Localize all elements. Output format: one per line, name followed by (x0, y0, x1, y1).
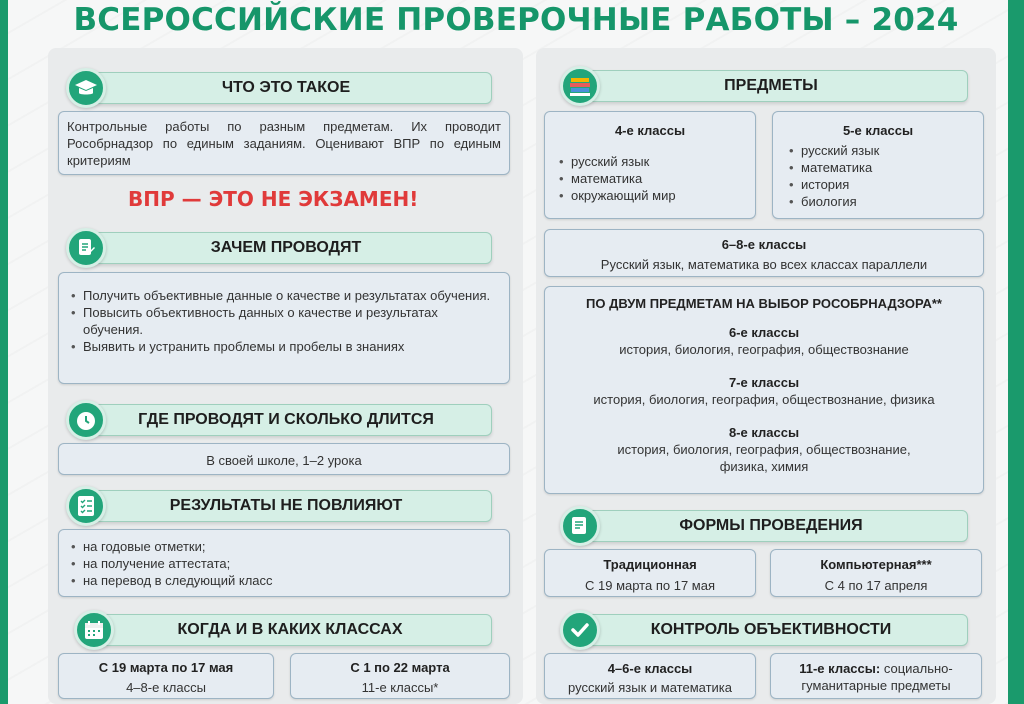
checkmark-icon (560, 610, 600, 650)
list-item: • история (787, 176, 969, 193)
graduation-cap-icon (66, 68, 106, 108)
computer-test-icon (560, 506, 600, 546)
list-item: • русский язык (787, 142, 969, 159)
choice-card (544, 286, 984, 494)
g7-title: 7-е классы (728, 375, 800, 390)
list-item: • математика (557, 170, 743, 187)
why-header: ЗАЧЕМ ПРОВОДЯТ (80, 232, 492, 264)
forms-card-title: Компьютерная*** (820, 557, 932, 572)
when-header: КОГДА И В КАКИХ КЛАССАХ (88, 614, 492, 646)
list-item: • Получить объективные данные о качестве и результатах обучения. (69, 287, 499, 304)
clock-icon (66, 400, 106, 440)
forms-card-title: Традиционная (603, 557, 697, 572)
forms-header: ФОРМЫ ПРОВЕДЕНИЯ (574, 510, 968, 542)
grade5-card (772, 111, 984, 219)
g6-title: 6-е классы (728, 325, 800, 340)
where-text: В своей школе, 1–2 урока (58, 443, 510, 475)
list-item: • Повысить объективность данных о качестве и результатах обучения. (69, 304, 499, 338)
checklist-icon (66, 486, 106, 526)
grade68-card (544, 229, 984, 277)
forms-card-1 (544, 549, 756, 597)
not-exam-warning: ВПР — ЭТО НЕ ЭКЗАМЕН! (128, 187, 419, 211)
g8-text: история, биология, география, обществознание, физика, химия (617, 442, 911, 474)
when-card-grades: 4–8-е классы (126, 680, 206, 695)
control-card-2 (770, 653, 982, 699)
g6-text: история, биология, география, обществознание (619, 342, 909, 357)
grade4-card (544, 111, 756, 219)
list-item: • на перевод в следующий класс (69, 572, 499, 589)
control-card-title: 4–6-е классы (607, 661, 693, 676)
books-icon (560, 66, 600, 106)
subjects-header: ПРЕДМЕТЫ (574, 70, 968, 102)
control-card-title: 11-е классы: (799, 661, 881, 676)
forms-card-dates: С 4 по 17 апреля (824, 578, 928, 593)
when-card-dates: С 1 по 22 марта (350, 660, 450, 675)
when-card-1 (58, 653, 274, 699)
grade68-title: 6–8-е классы (721, 237, 807, 252)
results-list (58, 529, 510, 597)
where-header: ГДЕ ПРОВОДЯТ И СКОЛЬКО ДЛИТСЯ (80, 404, 492, 436)
list-item: • Выявить и устранить проблемы и пробелы в знаниях (69, 338, 499, 355)
control-card-text: русский язык и математика (568, 680, 732, 695)
what-header: ЧТО ЭТО ТАКОЕ (80, 72, 492, 104)
forms-card-dates: С 19 марта по 17 мая (585, 578, 715, 593)
when-card-2 (290, 653, 510, 699)
control-card-1 (544, 653, 756, 699)
forms-card-2 (770, 549, 982, 597)
list-item: • на годовые отметки; (69, 538, 499, 555)
control-card-text: социально-гуманитарные предметы (801, 661, 953, 693)
why-list (58, 272, 510, 384)
list-item: • биология (787, 193, 969, 210)
grade68-text: Русский язык, математика во всех классах параллели (600, 257, 928, 272)
list-item: • русский язык (557, 153, 743, 170)
calendar-icon (74, 610, 114, 650)
list-item: • математика (787, 159, 969, 176)
grade5-title: 5-е классы (842, 123, 914, 138)
results-header: РЕЗУЛЬТАТЫ НЕ ПОВЛИЯЮТ (80, 490, 492, 522)
grade4-title: 4-е классы (614, 123, 686, 138)
g7-text: история, биология, география, обществознание, физика (593, 392, 935, 407)
what-text: Контрольные работы по разным предметам. Их проводит Рособрнадзор по единым заданиям. Оценивают ВПР по единым критериям (58, 111, 510, 175)
choice-title: ПО ДВУМ ПРЕДМЕТАМ НА ВЫБОР РОСОБРНАДЗОРА** (586, 296, 942, 311)
control-header: КОНТРОЛЬ ОБЪЕКТИВНОСТИ (574, 614, 968, 646)
g8-title: 8-е классы (728, 425, 800, 440)
list-item: • окружающий мир (557, 187, 743, 204)
when-card-dates: С 19 марта по 17 мая (98, 660, 234, 675)
when-card-grades: 11-е классы* (361, 680, 439, 695)
document-pen-icon (66, 228, 106, 268)
page-title: ВСЕРОССИЙСКИЕ ПРОВЕРОЧНЫЕ РАБОТЫ – 2024 (73, 2, 959, 38)
poster (8, 0, 1008, 704)
list-item: • на получение аттестата; (69, 555, 499, 572)
